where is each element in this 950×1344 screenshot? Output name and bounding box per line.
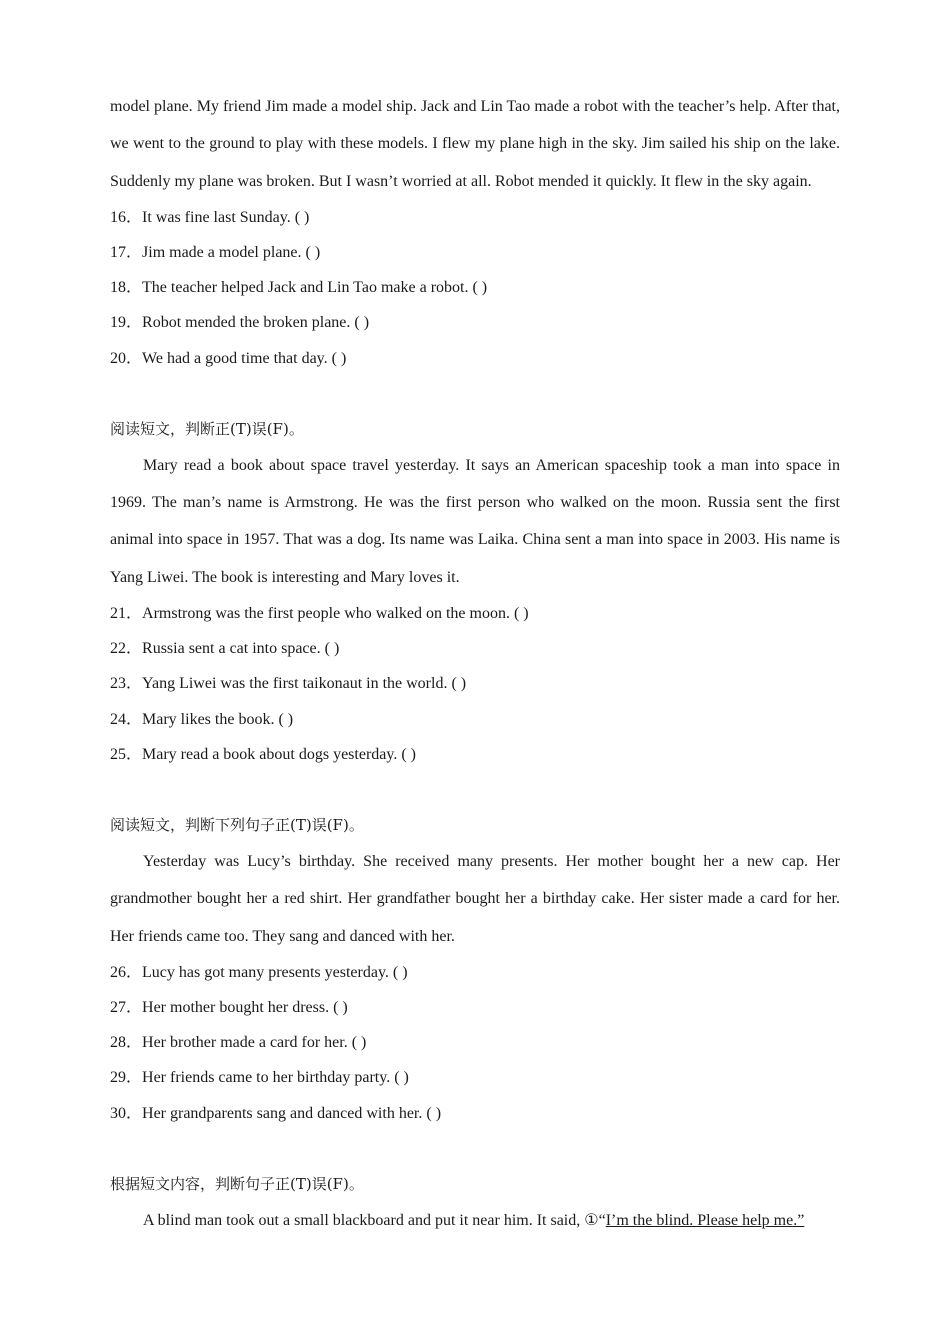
section-gap (110, 1131, 840, 1167)
question-number: 20． (110, 349, 143, 367)
question-16 (110, 200, 840, 235)
section-gap (110, 772, 840, 808)
question-number: 26． (110, 963, 143, 981)
question-list-1 (110, 200, 840, 376)
question-number: 19． (110, 314, 143, 332)
passage-2: Mary read a book about space travel yesterday. It says an American spaceship took a man into space in 1969. The man’s name is Armstrong. He was the first person who walked on the moon. Russia sent the first animal into space in 1957. That was a dog. Its name was Laika. China sent a man into space in 2003. His name is Yang Liwei. The book is interesting and Mary loves it. (110, 456, 840, 586)
question-text: Mary read a book about dogs yesterday. ( ) (142, 745, 416, 763)
passage-tail: model plane. My friend Jim made a model ship. Jack and Lin Tao made a robot with the teacher’s help. After that, we went to the ground to play with these models. I flew my plane high in the sky. Jim sailed his ship on the lake. Suddenly my plane was broken. But I wasn’t worried at all. Robot mended it quickly. It flew in the sky again. (110, 98, 840, 190)
question-30 (110, 1096, 840, 1131)
question-17 (110, 235, 840, 270)
question-number: 28． (110, 1034, 143, 1052)
question-text: Lucy has got many presents yesterday. ( ) (142, 963, 408, 981)
question-22 (110, 631, 840, 666)
question-text: Armstrong was the first people who walked on the moon. ( ) (142, 605, 529, 623)
question-26 (110, 955, 840, 990)
question-text: Her friends came to her birthday party. ( ) (142, 1069, 409, 1087)
passage-4-text: A blind man took out a small blackboard and put it near him. It said, ①“ (143, 1211, 606, 1229)
question-text: We had a good time that day. ( ) (142, 349, 347, 367)
question-29 (110, 1060, 840, 1095)
question-24 (110, 702, 840, 737)
question-number: 25． (110, 745, 143, 763)
question-text: Jim made a model plane. ( ) (142, 244, 321, 262)
question-25 (110, 737, 840, 772)
section-heading-2: 阅读短文，判断正(T)误(F)。 (110, 419, 304, 438)
section-gap (110, 376, 840, 412)
passage-4 (110, 1202, 840, 1239)
question-number: 27． (110, 999, 143, 1017)
question-number: 22． (110, 640, 143, 658)
question-text: Russia sent a cat into space. ( ) (142, 640, 340, 658)
question-text: Her grandparents sang and danced with her. ( ) (142, 1104, 442, 1122)
question-text: Her mother bought her dress. ( ) (142, 999, 348, 1017)
question-21 (110, 596, 840, 631)
question-27 (110, 990, 840, 1025)
question-number: 21． (110, 605, 143, 623)
question-number: 18． (110, 279, 143, 297)
document-page (110, 88, 840, 1239)
question-number: 16． (110, 208, 143, 226)
question-number: 24． (110, 710, 143, 728)
question-text: The teacher helped Jack and Lin Tao make a robot. ( ) (142, 279, 488, 297)
question-number: 23． (110, 675, 143, 693)
passage-3: Yesterday was Lucy’s birthday. She received many presents. Her mother bought her a new cap. Her grandmother bought her a red shirt. Her grandfather bought her a birthday cake. Her sister made a card for her. Her friends came too. They sang and danced with her. (110, 852, 840, 945)
question-list-2 (110, 596, 840, 772)
question-19 (110, 305, 840, 340)
question-28 (110, 1025, 840, 1060)
question-number: 29． (110, 1069, 143, 1087)
question-23 (110, 666, 840, 701)
question-text: Her brother made a card for her. ( ) (142, 1034, 367, 1052)
section-heading-4: 根据短文内容，判断句子正(T)误(F)。 (110, 1174, 364, 1193)
question-number: 17． (110, 244, 143, 262)
question-text: Robot mended the broken plane. ( ) (142, 314, 370, 332)
underlined-sentence: I’m the blind. Please help me.” (605, 1211, 805, 1229)
question-text: Yang Liwei was the first taikonaut in the world. ( ) (142, 675, 467, 693)
question-text: Mary likes the book. ( ) (142, 710, 294, 728)
section-heading-3: 阅读短文，判断下列句子正(T)误(F)。 (110, 815, 364, 834)
question-list-3 (110, 955, 840, 1131)
question-text: It was fine last Sunday. ( ) (142, 208, 310, 226)
question-number: 30． (110, 1104, 143, 1122)
question-20 (110, 341, 840, 376)
question-18 (110, 270, 840, 305)
